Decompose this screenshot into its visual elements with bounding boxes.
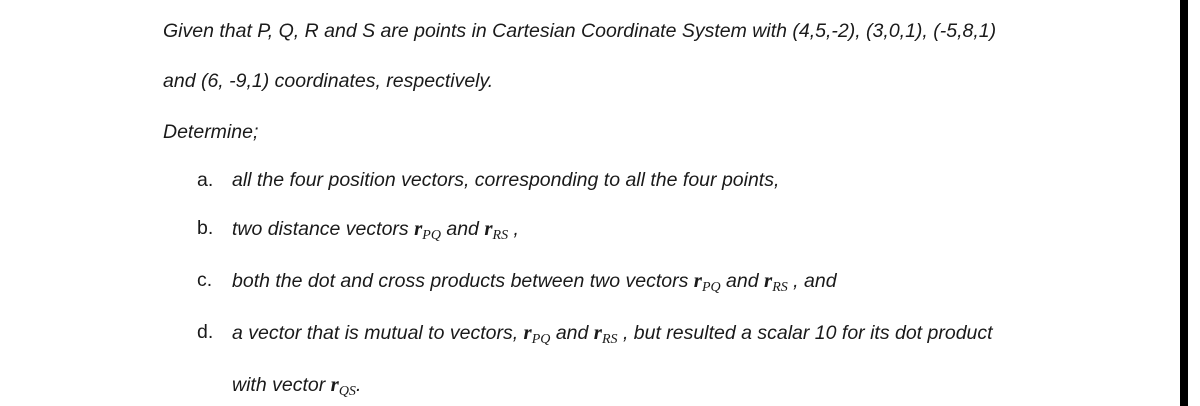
item-d-text-3: , but resulted a scalar 10 for its dot product [617,322,993,344]
item-c-marker: c. [197,269,213,291]
item-a-marker: a. [197,169,214,191]
item-c-text-2: and [720,270,764,292]
vector-subscript: PQ [701,280,721,295]
vector-r-rs [764,268,788,295]
vector-r-qs [330,372,356,399]
item-d-text-4: with vector [232,374,331,396]
vector-subscript: RS [601,332,618,347]
vector-symbol: r [593,320,602,344]
vector-subscript: QS [338,384,356,399]
vector-subscript: PQ [531,332,551,347]
vector-symbol: r [693,268,702,292]
vector-symbol: r [764,268,773,292]
intro-line-1: Given that P, Q, R and S are points in Cartesian Coordinate System with (4,5,-2), (3,0,1), (-5,8,1) [163,20,997,42]
vector-symbol: r [414,216,423,240]
item-c-text [232,268,837,300]
right-border [1180,0,1188,406]
item-b-text-2: and [440,218,485,240]
vector-r-pq [693,268,721,295]
vector-subscript: RS [492,228,509,243]
vector-r-pq [523,320,551,347]
item-b-marker: b. [197,217,214,239]
item-b-text-3: , [508,218,519,240]
vector-symbol: r [523,320,532,344]
item-d-text-2: and [550,322,594,344]
vector-r-rs [593,320,618,347]
item-d-text [232,320,993,352]
item-b-text [232,216,519,248]
vector-symbol: r [330,372,339,396]
item-d-text-1: a vector that is mutual to vectors, [232,322,524,344]
vector-r-pq [414,216,441,243]
item-b-text-1: two distance vectors [232,218,415,240]
vector-subscript: RS [772,280,788,295]
item-d-marker: d. [197,321,214,343]
item-c-text-3: , and [787,270,837,292]
vector-symbol: r [484,216,493,240]
item-c-text-1: both the dot and cross products between two vectors [232,270,694,292]
item-d-continuation [232,372,361,404]
item-a-text: all the four position vectors, corresponding to all the four points, [232,169,780,191]
intro-line-2: and (6, -9,1) coordinates, respectively. [163,70,494,92]
vector-r-rs [484,216,509,243]
vector-subscript: PQ [422,228,441,243]
item-d-text-5: . [355,374,362,396]
determine-heading: Determine; [163,121,259,143]
